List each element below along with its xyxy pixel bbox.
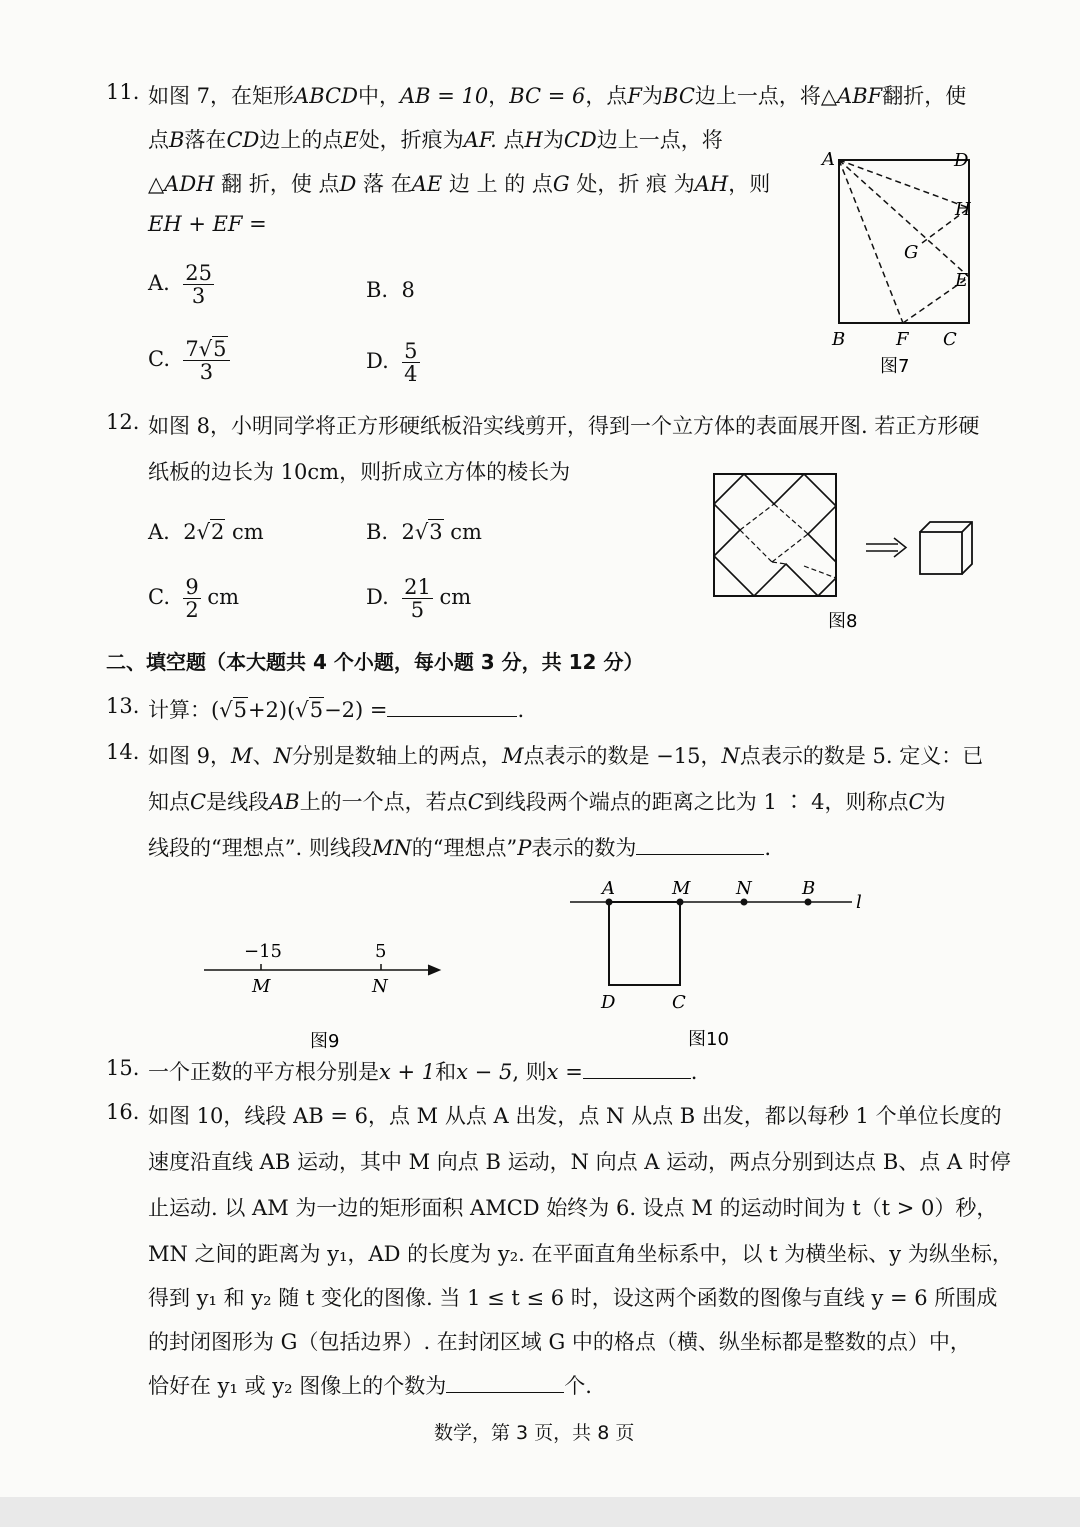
figure-10	[566, 874, 876, 1054]
q16-line2: 速度沿直线 AB 运动，其中 M 向点 B 运动，N 向点 A 运动，两点分别到达点 B、点 A 时停	[148, 1150, 1011, 1174]
page-footer: 数学，第 3 页，共 8 页	[434, 1422, 635, 1444]
figure-9	[196, 935, 456, 1055]
q14-answer-blank[interactable]	[636, 854, 764, 855]
q14-line3: 线段的“理想点”. 则线段MN的“理想点”P表示的数为 .	[148, 836, 772, 860]
q14-line2: 知点C是线段AB上的一个点，若点C到线段两个端点的距离之比为 1 ∶ 4，则称点C为	[148, 790, 946, 814]
point-n	[741, 899, 748, 906]
label-b: B	[832, 329, 846, 350]
q12-option-d: D. $\frac{21}{5}$ cm	[366, 575, 472, 623]
cube-icon	[920, 522, 972, 574]
q11-line4: EH + EF =	[148, 212, 267, 236]
q15-answer-blank[interactable]	[583, 1078, 691, 1079]
figure-7	[820, 148, 990, 378]
page-bottom-edge	[0, 1497, 1080, 1527]
point-label-n: N	[372, 976, 388, 997]
point-a	[606, 899, 613, 906]
label-d: D	[601, 992, 616, 1013]
q11-line3: △ADH 翻 折，使 点D 落 在AE 边 上 的 点G 处，折 痕 为AH，则	[148, 172, 771, 196]
label-m: M	[672, 878, 691, 899]
arrow-right-icon	[428, 965, 440, 975]
q12-number: 12.	[106, 410, 140, 434]
q11-line2: 点B落在CD边上的点E处，折痕为AF. 点H为CD边上一点，将	[148, 128, 723, 152]
q16-answer-blank[interactable]	[446, 1392, 564, 1393]
q12-line2: 纸板的边长为 10cm，则折成立方体的棱长为	[148, 460, 571, 484]
point-label-m: M	[252, 976, 271, 997]
q11-option-d: D. $\frac{5}{4}$	[366, 339, 418, 387]
q11-option-b: B. 8	[366, 278, 415, 302]
q12-line1: 如图 8，小明同学将正方形硬纸板沿实线剪开，得到一个立方体的表面展开图. 若正方形硬	[148, 414, 980, 438]
label-f: F	[896, 329, 909, 350]
section-fill-in-blank-title: 二、填空题（本大题共 4 个小题，每小题 3 分，共 12 分）	[106, 650, 644, 674]
q16-line7: 恰好在 y₁ 或 y₂ 图像上的个数为 个.	[148, 1374, 592, 1398]
label-a: A	[602, 878, 615, 899]
q15-number: 15.	[106, 1056, 140, 1080]
q12-option-c: C. $\frac{9}{2}$ cm	[148, 575, 240, 623]
label-d: D	[954, 150, 969, 171]
q14-number: 14.	[106, 740, 140, 764]
q16-line3: 止运动. 以 AM 为一边的矩形面积 AMCD 始终为 6. 设点 M 的运动时间为 t（t > 0）秒，	[148, 1196, 998, 1220]
tick-label-neg15: −15	[244, 941, 282, 962]
q11-number: 11.	[106, 80, 140, 104]
q12-option-a: A. 2√2 cm	[148, 520, 264, 544]
tick-label-5: 5	[375, 941, 387, 962]
q13-expression: 计算：(√5+2)(√5−2) = .	[148, 698, 525, 722]
label-e: E	[955, 270, 969, 291]
label-c: C	[672, 992, 686, 1013]
q13-answer-blank[interactable]	[387, 716, 517, 717]
q16-line1: 如图 10，线段 AB = 6，点 M 从点 A 出发，点 N 从点 B 出发，都以每秒 1 个单位长度的	[148, 1104, 1002, 1128]
figure-10-caption: 图10	[688, 1029, 729, 1050]
label-h: H	[955, 199, 971, 220]
rectangle-amcd	[609, 902, 680, 985]
figure-8-caption: 图8	[828, 611, 858, 632]
figure-7-caption: 图7	[880, 356, 910, 377]
q13-number: 13.	[106, 694, 140, 718]
fold-line-af	[839, 160, 903, 323]
q16-line4: MN 之间的距离为 y₁，AD 的长度为 y₂. 在平面直角坐标系中，以 t 为横坐标、y 为纵坐标，	[148, 1242, 1013, 1266]
figure-8	[710, 470, 990, 635]
label-b: B	[802, 878, 816, 899]
q16-number: 16.	[106, 1100, 140, 1124]
figure-9-caption: 图9	[310, 1031, 340, 1052]
q12-option-b: B. 2√3 cm	[366, 520, 482, 544]
q15-text: 一个正数的平方根分别是x + 1和x − 5, 则x = .	[148, 1060, 698, 1084]
point-m	[677, 899, 684, 906]
q11-option-c: C. $\frac{7√5}{3}$	[148, 338, 230, 383]
label-a: A	[822, 149, 835, 170]
q11-line1: 如图 7，在矩形ABCD中，AB = 10，BC = 6，点F为BC边上一点，将△ABF翻折，使	[148, 84, 967, 108]
double-arrow-icon	[866, 538, 906, 557]
q16-line6: 的封闭图形为 G（包括边界）. 在封闭区域 G 中的格点（横、纵坐标都是整数的点）中，	[148, 1330, 971, 1354]
square-cardboard	[714, 474, 836, 596]
label-g: G	[904, 242, 919, 263]
point-b	[805, 899, 812, 906]
q11-option-a: A. $\frac{25}{3}$	[148, 261, 212, 309]
label-n: N	[736, 878, 752, 899]
q14-line1: 如图 9，M、N分别是数轴上的两点，M点表示的数是 −15，N点表示的数是 5. 定义：已	[148, 744, 984, 768]
fold-line-ah	[839, 160, 969, 208]
label-l: l	[856, 892, 862, 913]
label-c: C	[943, 329, 957, 350]
q16-line5: 得到 y₁ 和 y₂ 随 t 变化的图像. 当 1 ≤ t ≤ 6 时，设这两个函数的图像与直线 y = 6 所围成	[148, 1286, 998, 1310]
